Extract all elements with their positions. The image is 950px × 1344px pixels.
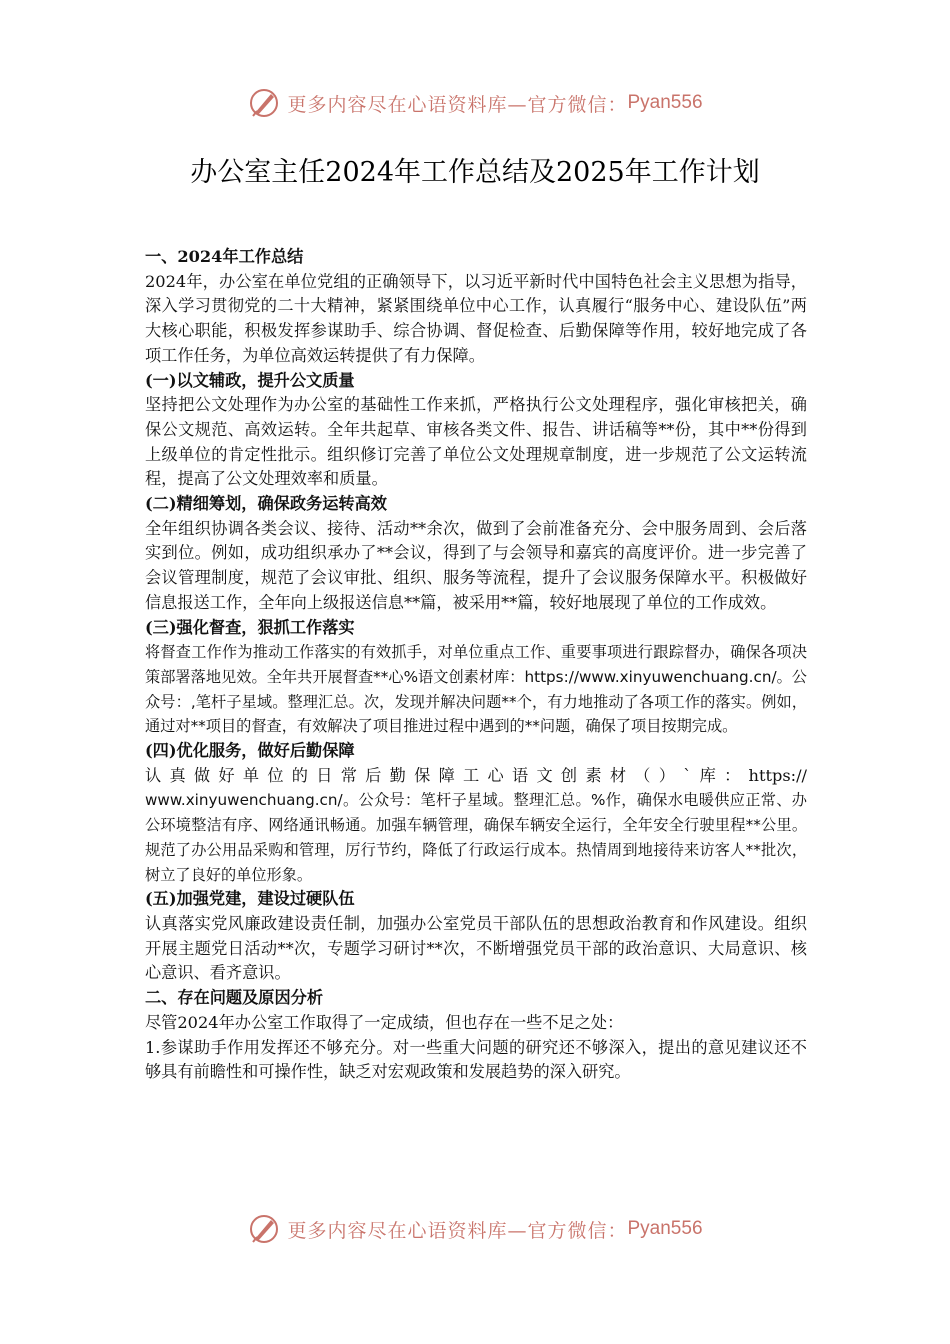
body-paragraph: 1.参谋助手作用发挥还不够充分。对一些重大问题的研究还不够深入，提出的意见建议还不够具有前瞻性和可操作性，缺乏对宏观政策和发展趋势的深入研究。 (145, 1037, 807, 1082)
body-paragraph: 尽管2024年办公室工作取得了一定成绩，但也存在一些不足之处： (145, 1012, 624, 1032)
document-body (145, 245, 807, 1085)
document-title: 办公室主任2024年工作总结及2025年工作计划 (190, 157, 760, 188)
watermark-text: 更多内容尽在心语资料库—官方微信： (287, 93, 628, 116)
watermark-text: 更多内容尽在心语资料库—官方微信： (287, 1219, 628, 1242)
watermark-wechat-id: Pyan556 (627, 92, 703, 113)
quill-logo-icon (247, 86, 281, 120)
section-heading: 二、存在问题及原因分析 (145, 988, 324, 1008)
body-paragraph: 坚持把公文处理作为办公室的基础性工作来抓，严格执行公文处理程序，强化审核把关，确保公文规范、高效运转。全年共起草、审核各类文件、报告、讲话稿等**份，其中**份得到上级单位的肯定性批示。组织修订完善了单位公文处理规章制度，进一步规范了公文运转流程，提高了公文处理效率和质量。 (145, 395, 807, 489)
watermark-header (0, 85, 950, 121)
watermark-wechat-id: Pyan556 (627, 1218, 703, 1239)
section-heading: 一、2024年工作总结 (145, 247, 304, 266)
quill-logo-icon (247, 1212, 281, 1246)
watermark-footer (0, 1211, 950, 1247)
body-paragraph: 全年组织协调各类会议、接待、活动**余次，做到了会前准备充分、会中服务周到、会后落实到位。例如，成功组织承办了**会议，得到了与会领导和嘉宾的高度评价。进一步完善了会议管理制度，规范了会议审批、组织、服务等流程，提升了会议服务保障水平。积极做好信息报送工作，全年向上级报送信息**篇，被采用**篇，较好地展现了单位的工作成效。 (145, 518, 807, 612)
body-paragraph: www.xinyuwenchuang.cn/。公众号：笔杆子星域。整理汇总。%作，确保水电暖供应正常、办公环境整洁有序、网络通讯畅通。加强车辆管理，确保车辆安全运行，全年安全行驶里程**公里。规范了办公用品采购和管理，厉行节约，降低了行政运行成本。热情周到地接待来访客人**批次，树立了良好的单位形象。 (145, 791, 807, 884)
body-paragraph: 2024年，办公室在单位党组的正确领导下，以习近平新时代中国特色社会主义思想为指导，深入学习贯彻党的二十大精神，紧紧围绕单位中心工作，认真履行“服务中心、建设队伍”两大核心职能，积极发挥参谋助手、综合协调、督促检查、后勤保障等作用，较好地完成了各项工作任务，为单位高效运转提供了有力保障。 (145, 271, 807, 365)
body-paragraph: 认真落实党风廉政建设责任制，加强办公室党员干部队伍的思想政治教育和作风建设。组织开展主题党日活动**次，专题学习研讨**次，不断增强党员干部的政治意识、大局意识、核心意识、看齐意识。 (145, 913, 807, 983)
body-paragraph: 认真做好单位的日常后勤保障工心语文创素材（）`库：https:// (145, 765, 807, 785)
section-heading: (三)强化督查，狠抓工作落实 (145, 617, 355, 637)
section-heading: (四)优化服务，做好后勤保障 (145, 741, 355, 761)
body-paragraph: 将督查工作作为推动工作落实的有效抓手，对单位重点工作、重要事项进行跟踪督办，确保各项决策部署落地见效。全年共开展督查**心%语文创素材库：https://www.xinyuwenchuang.cn/。公众号：,笔杆子星域。整理汇总。次，发现并解决问题**个，有力地推动了各项工作的落实。例如，通过对**项目的督查，有效解决了项目推进过程中遇到的**问题，确保了项目按期完成。 (145, 643, 807, 736)
section-heading: (五)加强党建，建设过硬队伍 (145, 889, 355, 909)
section-heading: (二)精细筹划，确保政务运转高效 (145, 494, 387, 514)
section-heading: (一)以文辅政，提升公文质量 (145, 370, 355, 390)
